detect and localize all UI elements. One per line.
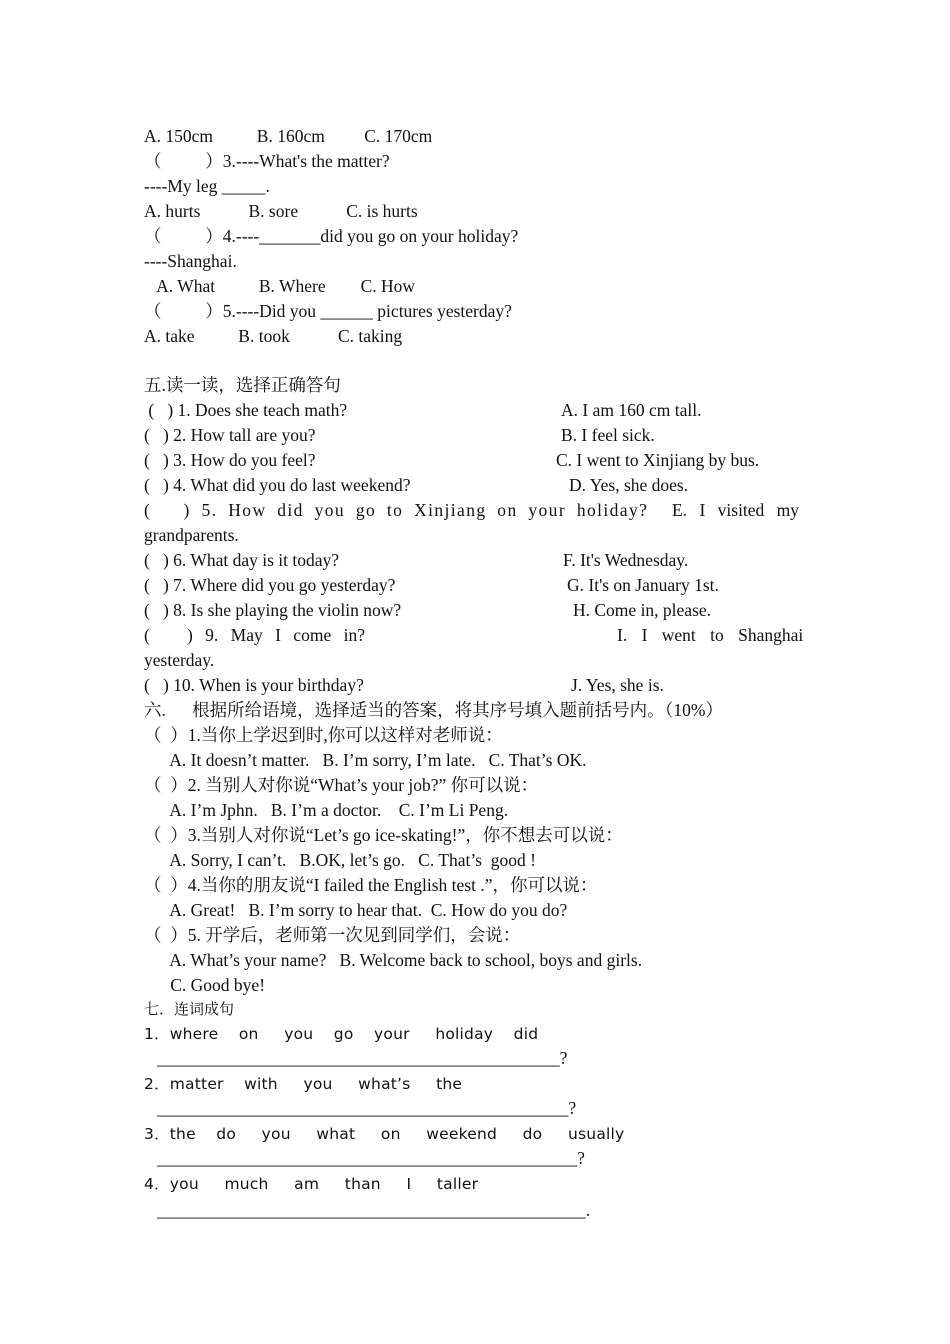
- context-question: （ ）2. 当别人对你说“What’s your job?” 你可以说：: [144, 775, 539, 795]
- matching-answer: J. Yes, she is.: [571, 675, 664, 695]
- matching-question: ( ) 1. Does she teach math?: [144, 400, 348, 420]
- matching-question: ( ) 3. How do you feel?: [144, 450, 316, 470]
- q2-options: A. 150cm B. 160cm C. 170cm: [144, 126, 433, 146]
- matching-row: [144, 673, 806, 698]
- matching-row: [144, 548, 806, 573]
- matching-row: [144, 573, 806, 598]
- q5-options: A. take B. took C. taking: [144, 326, 403, 346]
- word-order-words: 2．matter with you what’s the: [144, 1075, 463, 1093]
- part6-heading: 六. 根据所给语境，选择适当的答案，将其序号填入题前括号内。（10%）: [144, 700, 723, 720]
- matching-question: ( ) 7. Where did you go yesterday?: [144, 575, 396, 595]
- matching-answer: G. It's on January 1st.: [567, 575, 719, 595]
- answer-blank: ________________________________________________?: [144, 1148, 585, 1168]
- part7-heading: 七．连词成句: [144, 1002, 235, 1018]
- context-options: A. Sorry, I can’t. B.OK, let’s go. C. That’s good !: [144, 850, 536, 870]
- word-order-words: 1．where on you go your holiday did: [144, 1025, 539, 1043]
- answer-blank: _______________________________________________?: [144, 1098, 577, 1118]
- matching-question: ( ) 6. What day is it today?: [144, 550, 340, 570]
- context-options: A. What’s your name? B. Welcome back to school, boys and girls.: [144, 950, 643, 970]
- matching-row: [144, 398, 806, 423]
- matching-wrap: yesterday.: [144, 650, 215, 670]
- matching-row: [144, 623, 806, 648]
- matching-answer: B. I feel sick.: [561, 425, 655, 445]
- matching-question: ( ) 10. When is your birthday?: [144, 675, 364, 695]
- matching-question: ( ) 9. May I come in?: [144, 625, 365, 645]
- part5-heading: 五.读一读，选择正确答句: [144, 375, 341, 395]
- context-options: A. I’m Jphn. B. I’m a doctor. C. I’m Li Peng.: [144, 800, 509, 820]
- context-options: C. Good bye!: [144, 975, 266, 995]
- matching-answer: I. I went to Shanghai: [617, 625, 804, 645]
- matching-question: ( ) 4. What did you do last weekend?: [144, 475, 411, 495]
- context-question: （ ）3.当别人对你说“Let’s go ice-skating!”，你不想去可以说：: [144, 825, 623, 845]
- matching-row: [144, 448, 806, 473]
- matching-answer: F. It's Wednesday.: [563, 550, 689, 570]
- matching-answer: E. I visited my: [672, 500, 800, 520]
- answer-blank: _________________________________________________.: [144, 1200, 591, 1220]
- context-options: A. Great! B. I’m sorry to hear that. C. How do you do?: [144, 900, 568, 920]
- context-options: A. It doesn’t matter. B. I’m sorry, I’m late. C. That’s OK.: [144, 750, 587, 770]
- q3-options: A. hurts B. sore C. is hurts: [144, 201, 418, 221]
- matching-row: [144, 423, 806, 448]
- matching-question: ( ) 5. How did you go to Xinjiang on your holiday?: [144, 500, 649, 520]
- matching-question: ( ) 8. Is she playing the violin now?: [144, 600, 402, 620]
- matching-answer: A. I am 160 cm tall.: [561, 400, 702, 420]
- matching-answer: C. I went to Xinjiang by bus.: [556, 450, 760, 470]
- word-order-words: 3．the do you what on weekend do usually: [144, 1125, 625, 1143]
- matching-wrap: grandparents.: [144, 525, 239, 545]
- q5-question: （ ）5.----Did you ______ pictures yesterday?: [144, 301, 512, 321]
- matching-row: [144, 598, 806, 623]
- q4-question: （ ）4.----_______did you go on your holiday?: [144, 226, 519, 246]
- q4-reply: ----Shanghai.: [144, 251, 237, 271]
- answer-blank: ______________________________________________?: [144, 1048, 568, 1068]
- context-question: （ ）1.当你上学迟到时,你可以这样对老师说：: [144, 725, 503, 745]
- matching-question: ( ) 2. How tall are you?: [144, 425, 316, 445]
- q3-question: （ ）3.----What's the matter?: [144, 151, 390, 171]
- context-question: （ ）4.当你的朋友说“I failed the English test .”，你可以说：: [144, 875, 598, 895]
- q4-options: A. What B. Where C. How: [144, 276, 416, 296]
- matching-answer: D. Yes, she does.: [569, 475, 689, 495]
- word-order-words: 4．you much am than I taller: [144, 1175, 479, 1193]
- matching-row: [144, 498, 806, 523]
- q3-reply: ----My leg _____.: [144, 176, 270, 196]
- context-question: （ ）5. 开学后，老师第一次见到同学们，会说：: [144, 925, 521, 945]
- matching-answer: H. Come in, please.: [573, 600, 712, 620]
- matching-row: [144, 473, 806, 498]
